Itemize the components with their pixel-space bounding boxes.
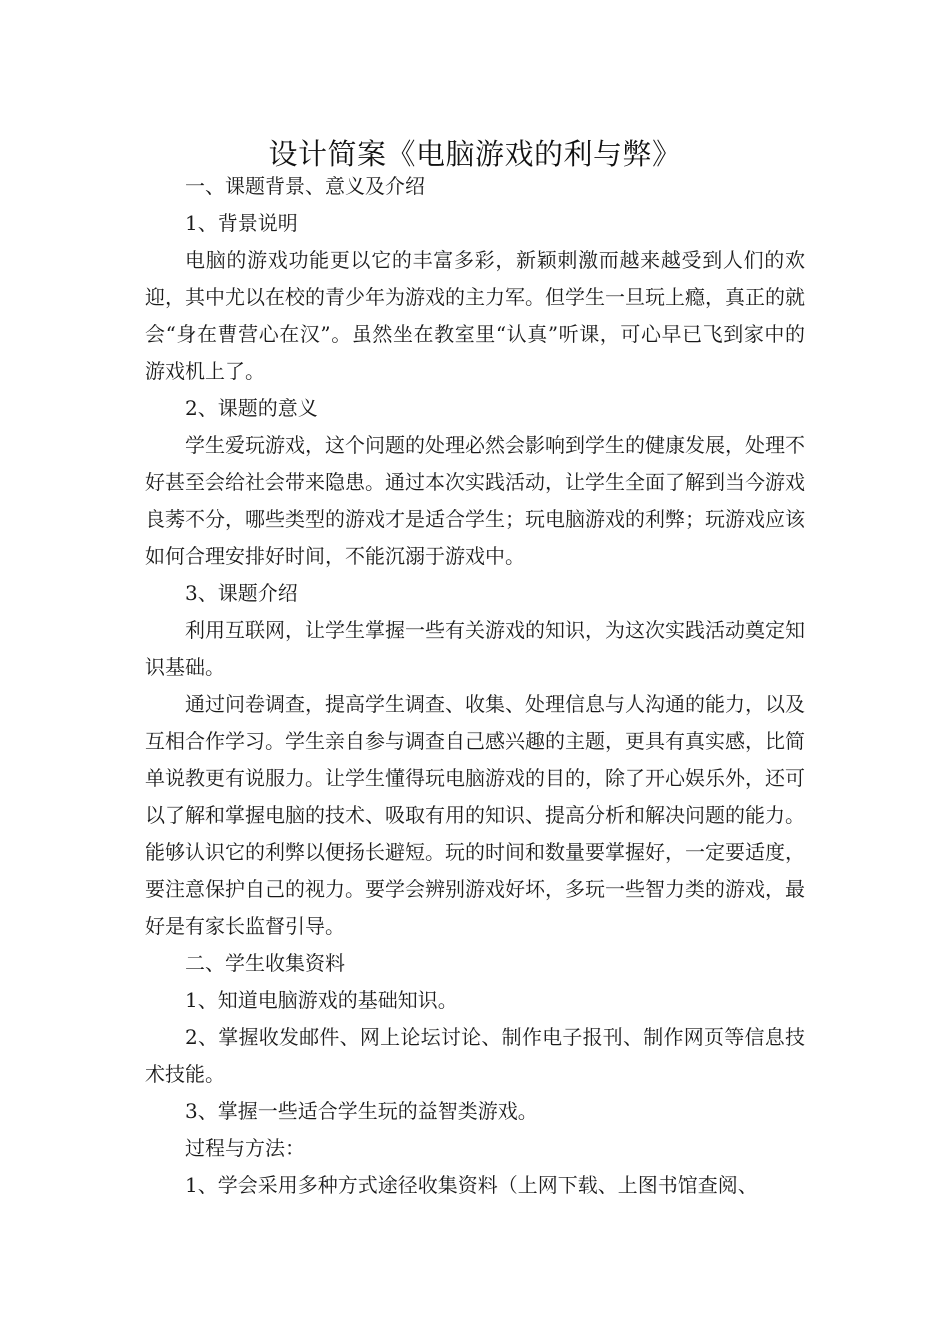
subsection-heading-background: 1、背景说明 — [185, 211, 298, 235]
process-item-1: 1、学会采用多种方式途径收集资料（上网下载、上图书馆查阅、 — [185, 1173, 758, 1197]
paragraph-introduction-survey: 通过问卷调查，提高学生调查、收集、处理信息与人沟通的能力，以及互相合作学习。学生亲自参与调查自己感兴趣的主题，更具有真实感，比简单说教更有说服力。让学生懂得玩电脑游戏的目的，除了开心娱乐外，还可以了解和掌握电脑的技术、吸取有用的知识、提高分析和解决问题的能力。能够认识它的利弊以便扬长避短。玩的时间和数量要掌握好，一定要适度，要注意保护自己的视力。要学会辨别游戏好坏，多玩一些智力类的游戏，最好是有家长监督引导。 — [145, 692, 805, 938]
section-heading-2: 二、学生收集资料 — [185, 951, 345, 975]
section-heading-1: 一、课题背景、意义及介绍 — [185, 174, 425, 198]
process-method-heading: 过程与方法： — [185, 1136, 305, 1160]
document-body — [145, 168, 805, 1204]
subsection-heading-introduction: 3、课题介绍 — [185, 581, 298, 605]
paragraph-significance: 学生爱玩游戏，这个问题的处理必然会影响到学生的健康发展，处理不好甚至会给社会带来隐患。通过本次实践活动，让学生全面了解到当今游戏良莠不分，哪些类型的游戏才是适合学生；玩电脑游戏的利弊；玩游戏应该如何合理安排好时间，不能沉溺于游戏中。 — [145, 433, 805, 568]
paragraph-introduction-internet: 利用互联网，让学生掌握一些有关游戏的知识，为这次实践活动奠定知识基础。 — [145, 618, 805, 679]
document-title: 设计简案《电脑游戏的利与弊》 — [268, 137, 682, 171]
list-item-2: 2、掌握收发邮件、网上论坛讨论、制作电子报刊、制作网页等信息技术技能。 — [145, 1025, 805, 1086]
list-item-3: 3、掌握一些适合学生玩的益智类游戏。 — [185, 1099, 538, 1123]
paragraph-background: 电脑的游戏功能更以它的丰富多彩，新颖刺激而越来越受到人们的欢迎，其中尤以在校的青少年为游戏的主力军。但学生一旦玩上瘾，真正的就会“身在曹营心在汉”。虽然坐在教室里“认真”听课，可心早已飞到家中的游戏机上了。 — [145, 248, 805, 383]
subsection-heading-significance: 2、课题的意义 — [185, 396, 318, 420]
list-item-1: 1、知道电脑游戏的基础知识。 — [185, 988, 458, 1012]
